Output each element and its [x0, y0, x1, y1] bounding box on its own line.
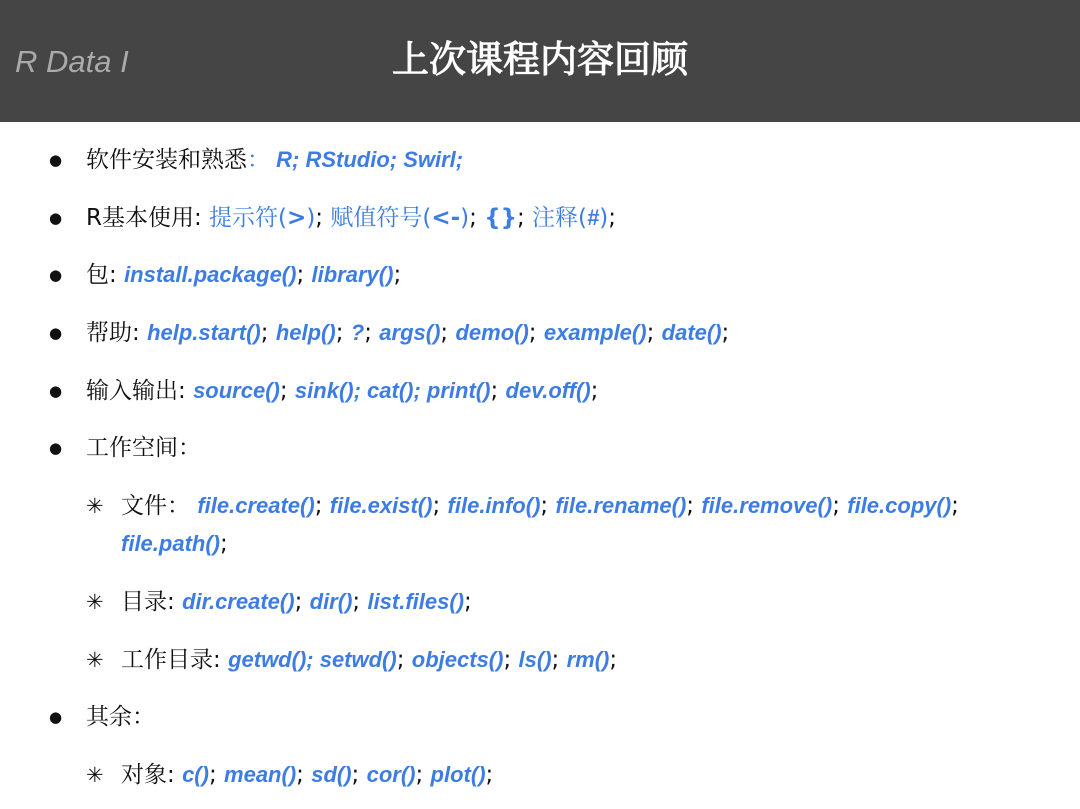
separator-text: ; [608, 204, 616, 231]
sub-bullet-item [0, 487, 1040, 563]
code-snippet: file.remove() [701, 493, 833, 519]
keyword-text: ) [460, 204, 470, 231]
code-snippet: # [587, 204, 600, 230]
keyword-text: 注释( [532, 204, 588, 231]
code-snippet: file.info() [447, 493, 541, 519]
code-snippet: c() [182, 761, 209, 787]
item-label: 包: [86, 262, 125, 289]
code-snippet: R; RStudio; Swirl; [270, 147, 464, 172]
bullet-dot-icon: ● [49, 324, 63, 343]
code-snippet: getwd(); setwd() [228, 646, 397, 672]
code-snippet: mean() [224, 761, 297, 787]
separator-text: ; [721, 320, 730, 347]
code-snippet: args() [379, 320, 441, 346]
bullet-dot-icon: ● [49, 208, 63, 227]
separator-text: ; [352, 588, 368, 615]
separator-text: ; [220, 531, 228, 558]
separator-text: ; [279, 377, 295, 404]
code-snippet: help() [275, 320, 336, 346]
sub-bullet-item [0, 641, 1040, 679]
keyword-text: 赋值符号( [330, 204, 432, 231]
item-label: 对象: [121, 761, 183, 788]
separator-text: ; [469, 204, 485, 231]
keyword-text: ： [247, 147, 270, 173]
code-snippet: file.copy() [847, 493, 952, 519]
code-snippet: cor() [366, 761, 416, 787]
separator-text: ; [516, 204, 533, 231]
code-snippet: help.start() [147, 320, 261, 346]
separator-text: ; [540, 493, 556, 520]
code-snippet: file.create() [197, 493, 315, 519]
asterisk-bullet-icon: ✳ [86, 762, 104, 787]
bullet-item [0, 372, 1040, 410]
separator-text: ; [832, 493, 848, 520]
code-snippet: install.package() [124, 262, 297, 288]
code-snippet: dir.create() [182, 588, 295, 614]
asterisk-bullet-icon: ✳ [86, 589, 104, 614]
separator-text: ; [335, 320, 351, 347]
separator-text: ; [440, 320, 456, 347]
item-label: 帮助: [86, 320, 148, 347]
keyword-text: <- [431, 204, 461, 231]
bullet-item [0, 314, 1040, 352]
code-snippet: list.files() [367, 588, 465, 614]
separator-text: ; [528, 320, 544, 347]
keyword-text: 提示符( [209, 204, 288, 231]
bullet-dot-icon: ● [49, 439, 63, 458]
slide-header [0, 0, 1080, 122]
code-snippet: sd() [311, 761, 352, 787]
code-snippet: dev.off() [505, 377, 591, 403]
deck-label: R Data I [15, 44, 129, 79]
item-label: 目录: [121, 588, 183, 615]
separator-text: ; [432, 493, 448, 520]
code-snippet: file.rename() [555, 493, 687, 519]
keyword-text: {} [484, 204, 517, 231]
code-snippet: source() [193, 377, 280, 403]
item-label: 工作空间： [86, 435, 201, 462]
bullet-dot-icon: ● [49, 381, 63, 400]
separator-text: ; [396, 646, 412, 673]
bullet-item [0, 199, 1040, 237]
keyword-text: ) [599, 204, 609, 231]
separator-text: ; [590, 377, 599, 404]
separator-text: ; [609, 646, 618, 673]
code-snippet: date() [661, 320, 722, 346]
separator-text: ; [646, 320, 662, 347]
code-snippet: ls() [518, 646, 552, 672]
bullet-item [0, 698, 1040, 736]
item-label: 输入输出: [86, 377, 194, 404]
separator-text: ; [351, 761, 367, 788]
code-snippet: objects() [411, 646, 504, 672]
separator-text: ; [364, 320, 380, 347]
item-label: 其余： [86, 704, 155, 731]
sub-bullet-item [0, 756, 1040, 794]
bullet-item [0, 256, 1040, 294]
separator-text: ; [315, 204, 331, 231]
code-snippet: ? [350, 320, 365, 346]
code-snippet: dir() [309, 588, 353, 614]
separator-text: ; [464, 588, 472, 615]
separator-text: ; [296, 761, 312, 788]
separator-text: ; [393, 262, 402, 289]
item-label: 文件： [121, 493, 198, 520]
asterisk-bullet-icon: ✳ [86, 647, 104, 672]
bullet-dot-icon: ● [49, 151, 63, 169]
separator-text: ; [551, 646, 567, 673]
separator-text: ; [485, 761, 494, 788]
slide-title: 上次课程内容回顾 [392, 38, 688, 81]
separator-text: ; [314, 493, 330, 520]
separator-text: ; [208, 761, 225, 788]
item-label: R基本使用: [86, 204, 210, 231]
code-snippet: library() [311, 262, 394, 288]
bullet-dot-icon: ● [49, 708, 63, 727]
separator-text: ; [415, 761, 431, 788]
separator-text: ; [490, 377, 506, 404]
keyword-text: ) [306, 204, 316, 231]
sub-bullet-item [0, 583, 1040, 621]
code-snippet: file.exist() [329, 493, 433, 519]
bullet-item [0, 141, 1040, 179]
separator-text: ; [503, 646, 519, 673]
code-snippet: file.path() [121, 531, 220, 557]
code-snippet: rm() [566, 646, 610, 672]
separator-text: ; [294, 588, 310, 615]
code-snippet: sink(); cat(); print() [294, 377, 491, 403]
bullet-item [0, 429, 1040, 467]
separator-text: ; [260, 320, 276, 347]
content-list [0, 141, 1040, 809]
code-snippet: example() [543, 320, 647, 346]
separator-text: ; [951, 493, 967, 520]
separator-text: ; [296, 262, 312, 289]
bullet-dot-icon: ● [49, 266, 63, 285]
item-label: 软件安装和熟悉 [86, 147, 247, 173]
keyword-text: > [287, 204, 307, 231]
asterisk-bullet-icon: ✳ [86, 494, 104, 519]
code-snippet: demo() [455, 320, 529, 346]
code-snippet: plot() [430, 761, 486, 787]
item-label: 工作目录: [121, 646, 229, 673]
separator-text: ; [686, 493, 702, 520]
